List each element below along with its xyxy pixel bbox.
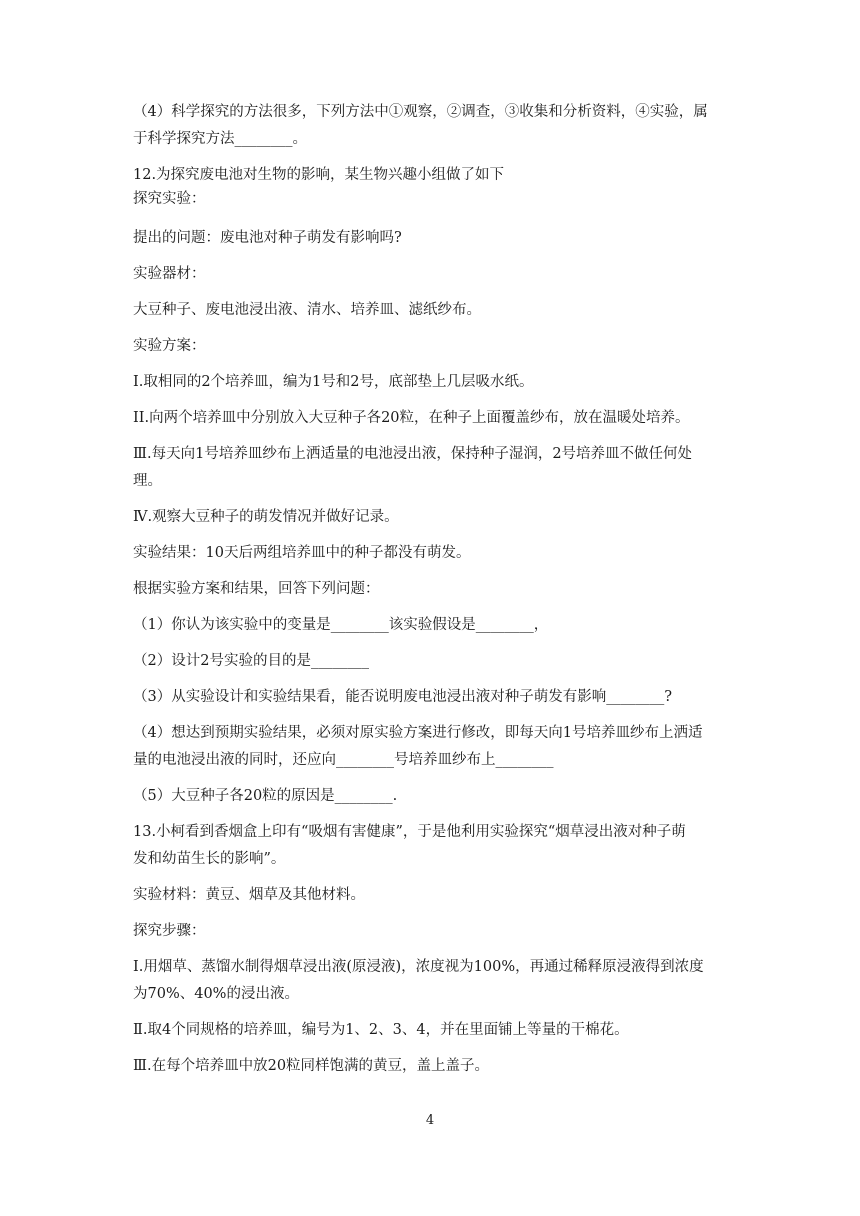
text-line: 实验材料：黄豆、烟草及其他材料。	[133, 887, 365, 903]
text-line: 于科学探究方法________。	[133, 131, 307, 147]
text-line: 探究步骤：	[133, 923, 206, 939]
question-12-title: 12.为探究废电池对生物的影响，某生物兴趣小组做了如下	[133, 167, 505, 183]
page-number: 4	[425, 1113, 435, 1128]
text-line: 大豆种子、废电池浸出液、清水、培养皿、滤纸纱布。	[133, 302, 481, 318]
text-line: 实验器材：	[133, 266, 206, 282]
text-line: 实验结果：10天后两组培养皿中的种子都没有萌发。	[133, 545, 471, 561]
text-line: II.向两个培养皿中分别放入大豆种子各20粒，在种子上面覆盖纱布，放在温暖处培养。	[133, 410, 690, 426]
text-line: 根据实验方案和结果，回答下列问题：	[133, 581, 380, 597]
question-13-title: 13.小柯看到香烟盒上印有“吸烟有害健康”，于是他利用实验探究“烟草浸出液对种子萌	[133, 824, 686, 840]
text-line: 实验方案：	[133, 338, 206, 354]
text-line: Ⅳ.观察大豆种子的萌发情况并做好记录。	[133, 509, 399, 525]
text-line: （2）设计2号实验的目的是________	[133, 653, 369, 669]
text-line: （4）想达到预期实验结果，必须对原实验方案进行修改，即每天向1号培养皿纱布上洒适	[133, 725, 703, 741]
text-line: Ⅱ.取4个同规格的培养皿，编号为1、2、3、4，并在里面铺上等量的干棉花。	[133, 1022, 629, 1038]
text-line: 探究实验：	[133, 191, 206, 207]
text-line: Ⅰ.用烟草、蒸馏水制得烟草浸出液(原浸液)，浓度视为100%，再通过稀释原浸液得到浓度	[133, 959, 704, 975]
text-line: （1）你认为该实验中的变量是________该实验假设是________，	[133, 617, 549, 633]
text-line: Ⅲ.在每个培养皿中放20粒同样饱满的黄豆，盖上盖子。	[133, 1058, 490, 1074]
text-line: I.取相同的2个培养皿，编为1号和2号，底部垫上几层吸水纸。	[133, 374, 534, 390]
text-line: （5）大豆种子各20粒的原因是________.	[133, 788, 398, 804]
text-line: 发和幼苗生长的影响”。	[133, 851, 286, 867]
text-line: 理。	[133, 473, 162, 489]
text-line: （3）从实验设计和实验结果看，能否说明废电池浸出液对种子萌发有影响________?	[133, 689, 672, 705]
text-line: 提出的问题：废电池对种子萌发有影响吗?	[133, 230, 402, 246]
text-line: （4）科学探究的方法很多，下列方法中①观察，②调查，③收集和分析资料，④实验，属	[133, 104, 708, 120]
text-line: 为70%、40%的浸出液。	[133, 986, 299, 1002]
text-line: Ⅲ.每天向1号培养皿纱布上洒适量的电池浸出液，保持种子湿润，2号培养皿不做任何处	[133, 446, 693, 462]
text-line: 量的电池浸出液的同时，还应向________号培养皿纱布上________	[133, 752, 554, 768]
